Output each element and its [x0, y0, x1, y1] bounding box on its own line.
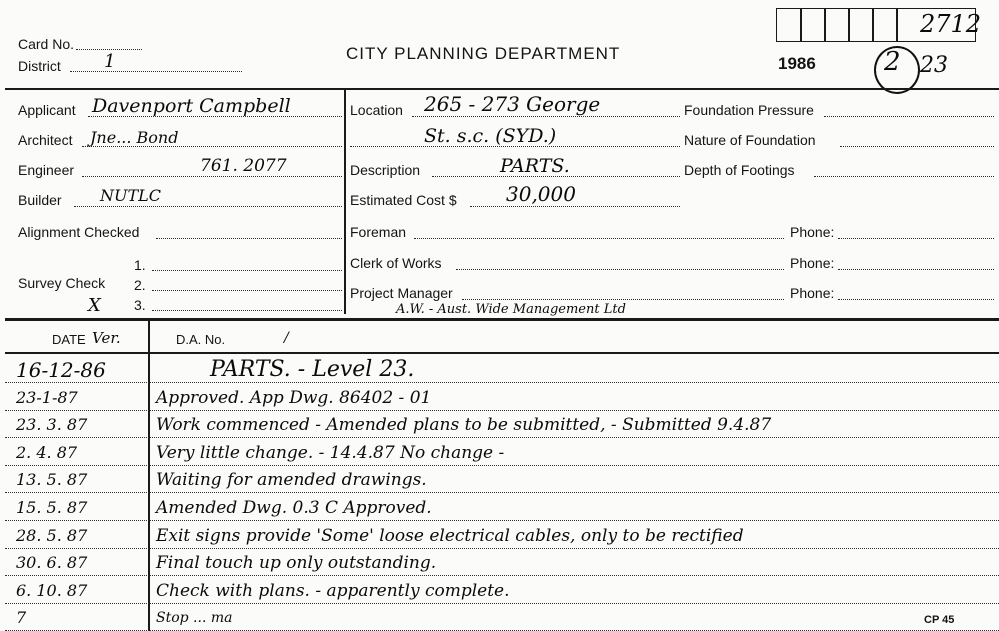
- phone-label-2: Phone:: [790, 255, 835, 271]
- log-row-line: [5, 575, 999, 576]
- log-entry: Amended Dwg. 0.3 C Approved.: [156, 498, 432, 518]
- builder-label: Builder: [18, 192, 62, 208]
- location-line-1: [412, 116, 680, 117]
- log-date: 16-12-86: [16, 358, 106, 382]
- builder-value: NUTLC: [100, 186, 162, 205]
- log-divider: [5, 318, 999, 321]
- engineer-value: 761. 2077: [200, 156, 287, 176]
- log-row-line: [5, 437, 999, 438]
- log-header-rule: [5, 352, 999, 354]
- phone-line-2: [838, 269, 994, 270]
- architect-value: Jne... Bond: [90, 128, 179, 147]
- log-entry: PARTS. - Level 23.: [210, 357, 415, 382]
- foreman-line: [414, 238, 784, 239]
- log-row-line: [5, 548, 999, 549]
- column-divider: [344, 88, 346, 314]
- alignment-checked-label: Alignment Checked: [18, 224, 140, 240]
- date-note: Ver.: [92, 329, 121, 347]
- survey-mark: X: [88, 295, 101, 316]
- alignment-line: [156, 238, 342, 239]
- number-box: [848, 8, 874, 42]
- number-box: [872, 8, 898, 42]
- log-date: 30. 6. 87: [16, 553, 88, 573]
- project-manager-label: Project Manager: [350, 285, 453, 301]
- page-title: CITY PLANNING DEPARTMENT: [346, 44, 621, 63]
- log-entry: Exit signs provide 'Some' loose electrical cables, only to be rectified: [156, 525, 744, 546]
- district-value: 1: [104, 51, 116, 72]
- foreman-label: Foreman: [350, 224, 407, 240]
- applicant-label: Applicant: [18, 102, 76, 118]
- phone-line-3: [838, 299, 994, 300]
- engineer-line: [82, 176, 342, 177]
- survey-check-label: Survey Check: [18, 275, 106, 291]
- nature-line: [840, 146, 994, 147]
- number-box: [776, 8, 802, 42]
- log-row-line: [5, 465, 999, 466]
- log-date: 6. 10. 87: [16, 580, 88, 600]
- log-row-line: [5, 382, 999, 383]
- location-value-line2: St. s.c. (SYD.): [424, 125, 557, 147]
- survey-line-3: [152, 310, 342, 311]
- log-date: 13. 5. 87: [16, 470, 88, 490]
- estimated-cost-value: 30,000: [506, 182, 576, 206]
- clerk-of-works-label: Clerk of Works: [350, 255, 442, 271]
- log-date: 7: [16, 608, 27, 628]
- depth-line: [814, 176, 994, 177]
- estimated-cost-line: [470, 206, 680, 207]
- estimated-cost-label: Estimated Cost $: [350, 192, 457, 208]
- log-entry: Final touch up only outstanding.: [156, 553, 437, 574]
- depth-of-footings-label: Depth of Footings: [684, 162, 795, 178]
- district-label: District: [18, 58, 61, 74]
- foundation-pressure-line: [824, 116, 994, 117]
- da-no-header: D.A. No.: [176, 332, 226, 347]
- year-label: 1986: [778, 54, 816, 73]
- phone-label-1: Phone:: [790, 224, 835, 240]
- log-entry: Work commenced - Amended plans to be submitted, - Submitted 9.4.87: [156, 415, 772, 436]
- log-date: 15. 5. 87: [16, 498, 88, 517]
- number-box: [800, 8, 826, 42]
- nature-of-foundation-label: Nature of Foundation: [684, 132, 816, 148]
- da-no-value: /: [284, 330, 289, 346]
- log-date: 28. 5. 87: [16, 525, 88, 545]
- location-label: Location: [350, 102, 403, 118]
- log-entry: Approved. App Dwg. 86402 - 01: [156, 387, 432, 408]
- survey-item-1: 1.: [134, 257, 146, 273]
- applicant-value: Davenport Campbell: [92, 95, 291, 117]
- log-row-line: [5, 520, 999, 521]
- date-column-divider: [148, 320, 150, 631]
- log-date: 2. 4. 87: [16, 442, 78, 462]
- log-entry: Stop ... ma: [156, 610, 233, 627]
- log-row-line: [5, 492, 999, 493]
- phone-label-3: Phone:: [790, 285, 835, 301]
- log-entry: Waiting for amended drawings.: [156, 470, 427, 491]
- description-label: Description: [350, 162, 421, 178]
- survey-item-2: 2.: [134, 277, 146, 293]
- log-date: 23-1-87: [16, 387, 78, 407]
- log-entry: Very little change. - 14.4.87 No change -: [156, 442, 505, 463]
- survey-line-1: [152, 270, 342, 271]
- clerk-line: [456, 269, 784, 270]
- phone-line-1: [838, 238, 994, 239]
- district-line: [70, 71, 242, 72]
- log-row-line: [5, 603, 999, 604]
- card-no-line: [76, 49, 142, 50]
- engineer-label: Engineer: [18, 162, 75, 178]
- project-manager-note: A.W. - Aust. Wide Management Ltd: [396, 302, 626, 317]
- card-number: 2712: [920, 10, 982, 38]
- survey-line-2: [152, 290, 342, 291]
- log-date: 23. 3. 87: [16, 415, 88, 435]
- card-no-label: Card No.: [18, 36, 75, 52]
- sub-number: 23: [920, 53, 948, 78]
- log-entry: Check with plans. - apparently complete.: [156, 580, 510, 601]
- date-column-header: DATE: [52, 332, 86, 347]
- survey-item-3: 3.: [134, 297, 146, 313]
- description-value: PARTS.: [500, 155, 570, 177]
- log-row-line: [5, 410, 999, 411]
- location-value-line1: 265 - 273 George: [424, 92, 601, 116]
- form-code: CP 45: [924, 614, 955, 626]
- header-divider: [5, 88, 999, 90]
- builder-line: [74, 206, 342, 207]
- circled-number: 2: [884, 47, 901, 77]
- foundation-pressure-label: Foundation Pressure: [684, 102, 814, 118]
- architect-label: Architect: [18, 132, 73, 148]
- number-box: [824, 8, 850, 42]
